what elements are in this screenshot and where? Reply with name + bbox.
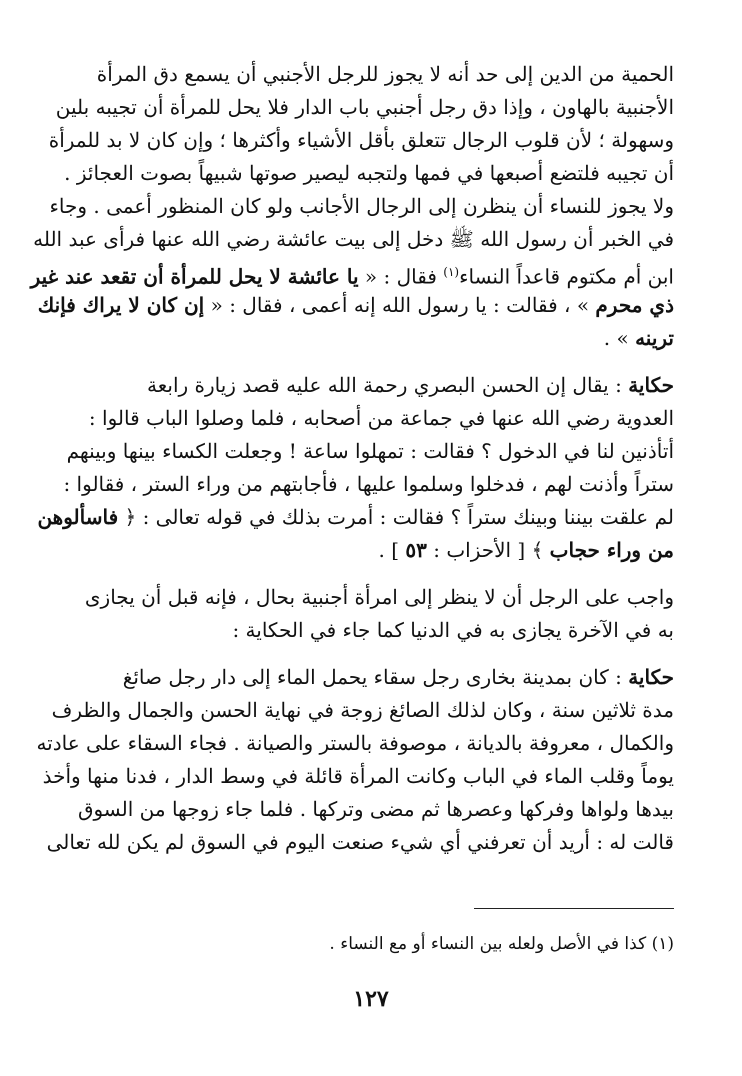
line-text: ﴾ [ الأحزاب : <box>426 538 550 562</box>
text-line: واجب على الرجل أن لا ينظر إلى امرأة أجنبية بحال ، فإنه قبل أن يجازى <box>84 585 674 609</box>
page-number: ١٢٧ <box>353 986 389 1012</box>
text-line <box>30 256 674 289</box>
footnote-marker: (١) <box>443 265 460 279</box>
line-text: : يقال إن الحسن البصري رحمة الله عليه قصد زيارة رابعة <box>147 373 629 397</box>
text-line <box>37 501 674 534</box>
text-line: أن تجيبه فلتضع أصبعها في فمها ولتجبه ليصير صوتها شبيهاً بصوت العجائز . <box>64 161 674 185</box>
line-text: ] . <box>378 538 406 562</box>
paragraph-1 <box>48 58 674 190</box>
text-line <box>104 322 674 355</box>
page-body <box>30 58 674 859</box>
story-1 <box>37 369 674 567</box>
line-text: ابن أم مكتوم قاعداً النساء <box>459 264 674 289</box>
footnote-divider <box>474 908 674 909</box>
line-text: لم علقت بيننا وبينك ستراً ؟ فقالت : أمرت بذلك في قوله تعالى : ﴿ <box>118 505 674 529</box>
text-line <box>104 369 674 402</box>
text-line: والكمال ، معروفة بالديانة ، موصوفة بالستر والصيانة . فجاء السقاء على عادته <box>36 731 674 755</box>
text-line: قالت له : أريد أن تعرفني أي شيء صنعت اليوم في السوق لم يكن لله تعالى <box>46 830 674 854</box>
hadith-quote: إن كان لا يراك فإنك <box>37 293 205 317</box>
hadith-quote: ترينه <box>635 326 674 350</box>
text-line: أتأذنين لنا في الدخول ؟ فقالت : تمهلوا ساعة ! وجعلت الكساء بينها وبينهم <box>66 439 674 463</box>
text-line: ولا يجوز للنساء أن ينظرن إلى الرجال الأجانب ولو كان المنظور أعمى . وجاء <box>49 194 674 218</box>
text-line: العدوية رضي الله عنها في جماعة من أصحابه ، فلما وصلوا الباب قالوا : <box>88 406 674 430</box>
text-line: مدة ثلاثين سنة ، وكان لذلك الصائغ زوجة في نهاية الحسن والجمال والظرف <box>51 698 674 722</box>
paragraph-2 <box>30 190 674 355</box>
quran-quote: فاسألوهن <box>37 505 119 529</box>
footnote: (١) كذا في الأصل ولعله بين النساء أو مع النساء . <box>329 934 674 954</box>
line-text: » ، فقالت : يا رسول الله إنه أعمى ، فقال : « <box>204 293 596 317</box>
hadith-quote: ذي محرم <box>595 293 674 317</box>
quran-quote: من وراء حجاب <box>549 538 674 562</box>
line-text: » . <box>603 326 636 350</box>
text-line <box>104 661 674 694</box>
text-line <box>37 289 674 322</box>
text-line: الأجنبية بالهاون ، وإذا دق رجل أجنبي باب الدار فلا يحل للمرأة أن تجيبه بلين <box>55 95 674 119</box>
story-label: حكاية <box>628 373 674 397</box>
text-line: ستراً وأذنت لهم ، فدخلوا وسلموا عليها ، فأجابتهم من وراء الستر ، فقالوا : <box>63 472 674 496</box>
verse-number: ٥٣ <box>405 538 427 562</box>
paragraph-3 <box>84 581 674 647</box>
text-line: الحمية من الدين إلى حد أنه لا يجوز للرجل الأجنبي أن يسمع دق المرأة <box>96 62 674 86</box>
text-line: يوماً وقلب الماء في الباب وكانت المرأة قائلة في وسط الدار ، فدنا منها وأخذ <box>42 764 674 788</box>
story-label: حكاية <box>628 665 674 689</box>
text-line <box>104 534 674 567</box>
story-2 <box>36 661 674 859</box>
line-text: : كان بمدينة بخارى رجل سقاء يحمل الماء إلى دار رجل صائغ <box>122 665 629 689</box>
text-line: وسهولة ؛ لأن قلوب الرجال تتعلق بأقل الأشياء وأكثرها ؛ وإن كان لا بد للمرأة <box>48 128 674 152</box>
text-line: في الخبر أن رسول الله ﷺ دخل إلى بيت عائشة رضي الله عنها فرأى عبد الله <box>33 227 674 251</box>
text-line: بيدها ولواها وفركها وعصرها ثم مضى وتركها . فلما جاء زوجها من السوق <box>77 797 674 821</box>
hadith-quote: يا عائشة لا يحل للمرأة أن تقعد عند غير <box>30 264 359 289</box>
text-line: به في الآخرة يجازى به في الدنيا كما جاء في الحكاية : <box>232 618 674 642</box>
line-text: فقال : « <box>358 264 444 289</box>
